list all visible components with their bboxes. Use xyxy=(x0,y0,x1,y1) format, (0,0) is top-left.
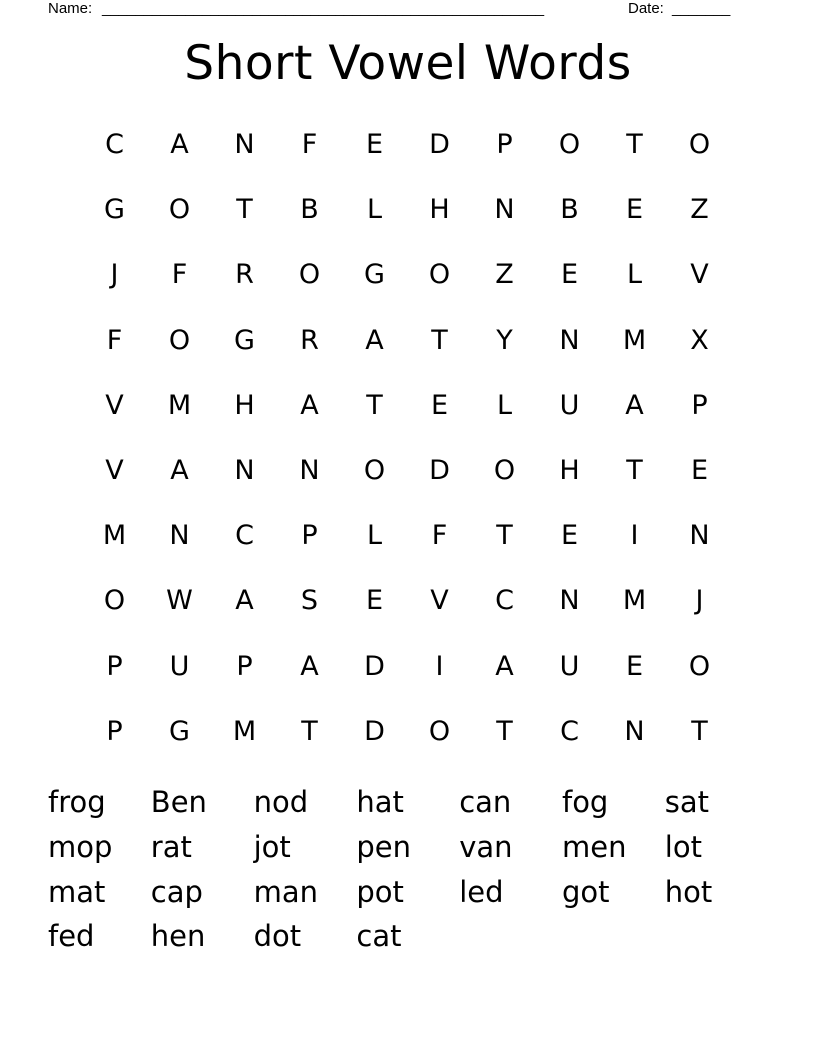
grid-cell[interactable]: O xyxy=(688,650,711,682)
word-bank xyxy=(48,780,768,959)
word-bank-item: lot xyxy=(664,830,702,865)
grid-cell[interactable]: E xyxy=(690,455,709,487)
grid-cell[interactable]: V xyxy=(690,259,709,291)
word-bank-item: hat xyxy=(356,785,404,820)
grid-cell[interactable]: N xyxy=(624,715,645,747)
grid-cell[interactable]: B xyxy=(560,194,579,226)
grid-cell[interactable]: M xyxy=(232,715,257,747)
grid-cell[interactable]: E xyxy=(365,129,384,161)
word-bank-item: dot xyxy=(253,919,302,954)
grid-cell[interactable]: M xyxy=(167,389,192,421)
word-bank-item: man xyxy=(253,874,318,909)
grid-cell[interactable]: N xyxy=(234,455,255,487)
date-label: Date: xyxy=(628,0,664,17)
grid-cell[interactable]: N xyxy=(169,520,190,552)
grid-cell[interactable]: O xyxy=(558,129,581,161)
word-bank-item: cap xyxy=(150,874,203,909)
grid-cell[interactable]: O xyxy=(103,585,126,617)
grid-cell[interactable]: N xyxy=(559,585,580,617)
grid-cell[interactable]: O xyxy=(688,129,711,161)
grid-cell[interactable]: O xyxy=(493,455,516,487)
name-label: Name: xyxy=(48,0,93,17)
word-bank-row xyxy=(48,825,768,870)
grid-row xyxy=(82,634,732,699)
grid-cell[interactable]: U xyxy=(169,650,190,682)
grid-cell[interactable]: T xyxy=(626,455,643,487)
grid-cell[interactable]: Y xyxy=(496,324,513,356)
grid-cell[interactable]: A xyxy=(170,455,189,487)
grid-cell[interactable]: R xyxy=(235,259,254,291)
grid-cell[interactable]: Z xyxy=(690,194,709,226)
grid-cell[interactable]: N xyxy=(494,194,515,226)
grid-cell[interactable]: F xyxy=(106,324,123,356)
grid-cell[interactable]: T xyxy=(496,520,513,552)
grid-cell[interactable]: W xyxy=(166,585,193,617)
grid-cell[interactable]: D xyxy=(429,455,450,487)
grid-cell[interactable]: V xyxy=(105,389,124,421)
word-bank-item: men xyxy=(561,830,627,865)
grid-row xyxy=(82,373,732,438)
letter-grid xyxy=(82,112,732,764)
grid-cell[interactable]: M xyxy=(622,585,647,617)
grid-cell[interactable]: E xyxy=(365,585,384,617)
grid-cell[interactable]: J xyxy=(110,259,119,291)
grid-row xyxy=(82,568,732,633)
grid-cell[interactable]: N xyxy=(234,129,255,161)
word-bank-item: cat xyxy=(356,919,402,954)
word-bank-item: hen xyxy=(150,919,206,954)
grid-cell[interactable]: E xyxy=(560,520,579,552)
word-bank-item: jot xyxy=(253,830,291,865)
grid-cell[interactable]: A xyxy=(300,650,319,682)
grid-cell[interactable]: P xyxy=(106,715,123,747)
grid-cell[interactable]: P xyxy=(236,650,253,682)
grid-cell[interactable]: T xyxy=(496,715,513,747)
word-bank-item: sat xyxy=(664,785,710,820)
grid-cell[interactable]: L xyxy=(366,520,383,552)
word-bank-item: rat xyxy=(150,830,192,865)
grid-cell[interactable]: U xyxy=(559,389,580,421)
word-bank-item: fed xyxy=(48,919,95,954)
word-bank-item: Ben xyxy=(150,785,207,820)
grid-cell[interactable]: F xyxy=(431,520,448,552)
grid-cell[interactable]: J xyxy=(695,585,704,617)
grid-cell[interactable]: H xyxy=(559,455,580,487)
word-bank-row xyxy=(48,780,768,825)
word-bank-item: can xyxy=(459,785,512,820)
grid-cell[interactable]: P xyxy=(301,520,318,552)
grid-row xyxy=(82,699,732,764)
grid-cell[interactable]: D xyxy=(364,650,385,682)
grid-cell[interactable]: T xyxy=(691,715,708,747)
grid-cell[interactable]: G xyxy=(169,715,190,747)
grid-cell[interactable]: O xyxy=(168,324,191,356)
word-bank-row xyxy=(48,869,768,914)
grid-cell[interactable]: T xyxy=(431,324,448,356)
grid-cell[interactable]: T xyxy=(366,389,383,421)
grid-cell[interactable]: V xyxy=(105,455,124,487)
grid-row xyxy=(82,438,732,503)
word-bank-item: got xyxy=(561,874,610,909)
grid-cell[interactable]: C xyxy=(495,585,514,617)
grid-cell[interactable]: F xyxy=(171,259,188,291)
word-bank-item: van xyxy=(459,830,513,865)
grid-cell[interactable]: E xyxy=(625,650,644,682)
grid-cell[interactable]: O xyxy=(363,455,386,487)
grid-cell[interactable]: E xyxy=(625,194,644,226)
word-bank-item: pot xyxy=(356,874,404,909)
grid-cell[interactable]: T xyxy=(301,715,318,747)
grid-cell[interactable]: T xyxy=(626,129,643,161)
grid-row xyxy=(82,242,732,307)
word-bank-item: nod xyxy=(253,785,309,820)
grid-cell[interactable]: N xyxy=(689,520,710,552)
grid-cell[interactable]: N xyxy=(299,455,320,487)
grid-cell[interactable]: A xyxy=(170,129,189,161)
grid-row xyxy=(82,112,732,177)
grid-cell[interactable]: R xyxy=(300,324,319,356)
word-bank-item: mat xyxy=(48,874,106,909)
grid-cell[interactable]: I xyxy=(435,650,444,682)
grid-cell[interactable]: D xyxy=(429,129,450,161)
grid-cell[interactable]: A xyxy=(300,389,319,421)
grid-cell[interactable]: L xyxy=(496,389,513,421)
grid-cell[interactable]: U xyxy=(559,650,580,682)
grid-cell[interactable]: O xyxy=(298,259,321,291)
grid-cell[interactable]: A xyxy=(625,389,644,421)
grid-cell[interactable]: T xyxy=(236,194,253,226)
grid-cell[interactable]: P xyxy=(691,389,708,421)
grid-cell[interactable]: O xyxy=(428,259,451,291)
grid-cell[interactable]: O xyxy=(168,194,191,226)
grid-cell[interactable]: P xyxy=(106,650,123,682)
grid-cell[interactable]: G xyxy=(364,259,385,291)
grid-cell[interactable]: S xyxy=(300,585,319,617)
grid-cell[interactable]: B xyxy=(300,194,319,226)
grid-row xyxy=(82,503,732,568)
date-field[interactable]: _______ xyxy=(672,0,731,17)
page-title: Short Vowel Words xyxy=(184,36,632,91)
word-bank-item: pen xyxy=(356,830,412,865)
grid-cell[interactable]: C xyxy=(560,715,579,747)
word-bank-item: fog xyxy=(561,785,609,820)
grid-cell[interactable]: D xyxy=(364,715,385,747)
grid-cell[interactable]: Z xyxy=(495,259,514,291)
word-bank-item: frog xyxy=(48,785,106,820)
grid-cell[interactable]: H xyxy=(429,194,450,226)
word-bank-item: hot xyxy=(664,874,713,909)
grid-cell[interactable]: C xyxy=(235,520,254,552)
grid-cell[interactable]: P xyxy=(496,129,513,161)
grid-cell[interactable]: G xyxy=(104,194,125,226)
grid-cell[interactable]: E xyxy=(430,389,449,421)
name-field[interactable]: _____________________________________________________ xyxy=(102,0,545,17)
grid-cell[interactable]: E xyxy=(560,259,579,291)
grid-cell[interactable]: C xyxy=(105,129,124,161)
grid-cell[interactable]: G xyxy=(234,324,255,356)
grid-cell[interactable]: L xyxy=(626,259,643,291)
word-bank-item: mop xyxy=(48,830,113,865)
grid-cell[interactable]: V xyxy=(430,585,449,617)
grid-cell[interactable]: X xyxy=(690,324,709,356)
word-bank-item: led xyxy=(459,874,504,909)
grid-cell[interactable]: H xyxy=(234,389,255,421)
word-bank-row xyxy=(48,914,768,959)
header-line xyxy=(48,0,748,18)
grid-cell[interactable]: A xyxy=(235,585,254,617)
grid-cell[interactable]: I xyxy=(630,520,639,552)
grid-cell[interactable]: M xyxy=(622,324,647,356)
grid-cell[interactable]: L xyxy=(366,194,383,226)
grid-cell[interactable]: N xyxy=(559,324,580,356)
grid-cell[interactable]: A xyxy=(365,324,384,356)
grid-cell[interactable]: O xyxy=(428,715,451,747)
grid-row xyxy=(82,308,732,373)
grid-row xyxy=(82,177,732,242)
grid-cell[interactable]: M xyxy=(102,520,127,552)
grid-cell[interactable]: F xyxy=(301,129,318,161)
grid-cell[interactable]: A xyxy=(495,650,514,682)
